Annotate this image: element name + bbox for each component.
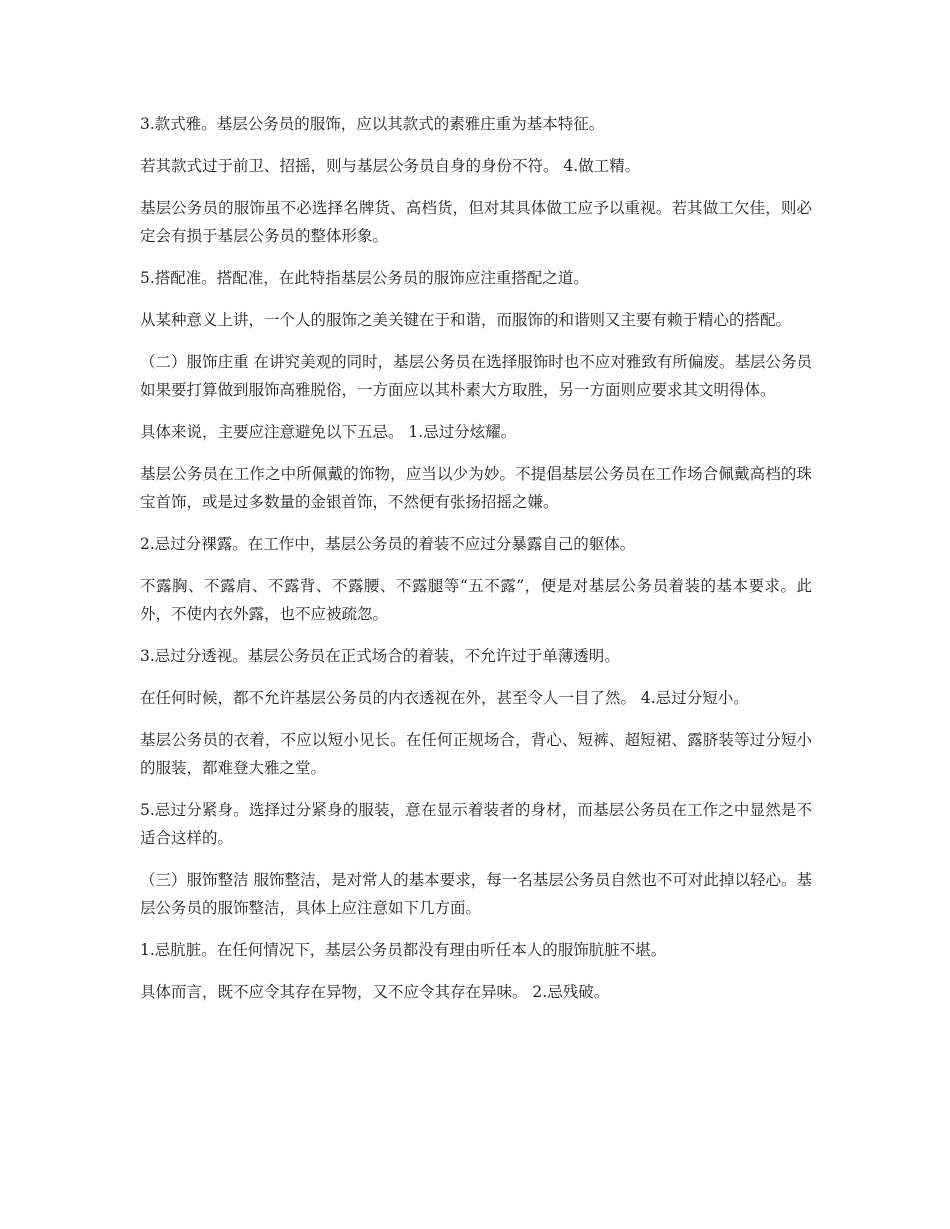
paragraph-15: （三）服饰整洁 服饰整洁，是对常人的基本要求，每一名基层公务员自然也不可对此掉以轻心。基层公务员的服饰整洁，具体上应注意如下几方面。 (140, 871, 812, 917)
paragraph-11: 3.忌过分透视。基层公务员在正式场合的着装，不允许过于单薄透明。 (140, 647, 620, 665)
paragraph-2: 若其款式过于前卫、招摇，则与基层公务员自身的身份不符。 4.做工精。 (140, 157, 641, 175)
paragraph-9: 2.忌过分裸露。在工作中，基层公务员的着装不应过分暴露自己的躯体。 (140, 535, 636, 553)
paragraph-8: 基层公务员在工作之中所佩戴的饰物，应当以少为妙。不提倡基层公务员在工作场合佩戴高档的珠宝首饰，或是过多数量的金银首饰，不然便有张扬招摇之嫌。 (140, 465, 812, 511)
paragraph-16: 1.忌肮脏。在任何情况下，基层公务员都没有理由听任本人的服饰肮脏不堪。 (140, 941, 667, 959)
paragraph-10: 不露胸、不露肩、不露背、不露腰、不露腿等“五不露”，便是对基层公务员着装的基本要求。此外，不使内衣外露，也不应被疏忽。 (140, 577, 812, 623)
paragraph-13: 基层公务员的衣着，不应以短小见长。在任何正规场合，背心、短裤、超短裙、露脐装等过分短小的服装，都难登大雅之堂。 (140, 731, 812, 777)
paragraph-5: 从某种意义上讲，一个人的服饰之美关键在于和谐，而服饰的和谐则又主要有赖于精心的搭配。 (140, 311, 792, 329)
paragraph-17: 具体而言，既不应令其存在异物，又不应令其存在异味。 2.忌残破。 (140, 983, 610, 1001)
paragraph-12: 在任何时候，都不允许基层公务员的内衣透视在外，甚至令人一目了然。 4.忌过分短小。 (140, 689, 749, 707)
paragraph-7: 具体来说，主要应注意避免以下五忌。 1.忌过分炫耀。 (140, 423, 517, 441)
paragraph-3: 基层公务员的服饰虽不必选择名牌货、高档货，但对其具体做工应予以重视。若其做工欠佳，则必定会有损于基层公务员的整体形象。 (140, 199, 812, 245)
paragraph-4: 5.搭配准。搭配准，在此特指基层公务员的服饰应注重搭配之道。 (140, 269, 589, 287)
paragraph-14: 5.忌过分紧身。选择过分紧身的服装，意在显示着装者的身材，而基层公务员在工作之中显然是不适合这样的。 (140, 801, 812, 847)
document-page (140, 110, 812, 1020)
paragraph-1: 3.款式雅。基层公务员的服饰，应以其款式的素雅庄重为基本特征。 (140, 115, 605, 133)
paragraph-6: （二）服饰庄重 在讲究美观的同时，基层公务员在选择服饰时也不应对雅致有所偏废。基层公务员如果要打算做到服饰高雅脱俗，一方面应以其朴素大方取胜，另一方面则应要求其文明得体。 (140, 353, 812, 399)
